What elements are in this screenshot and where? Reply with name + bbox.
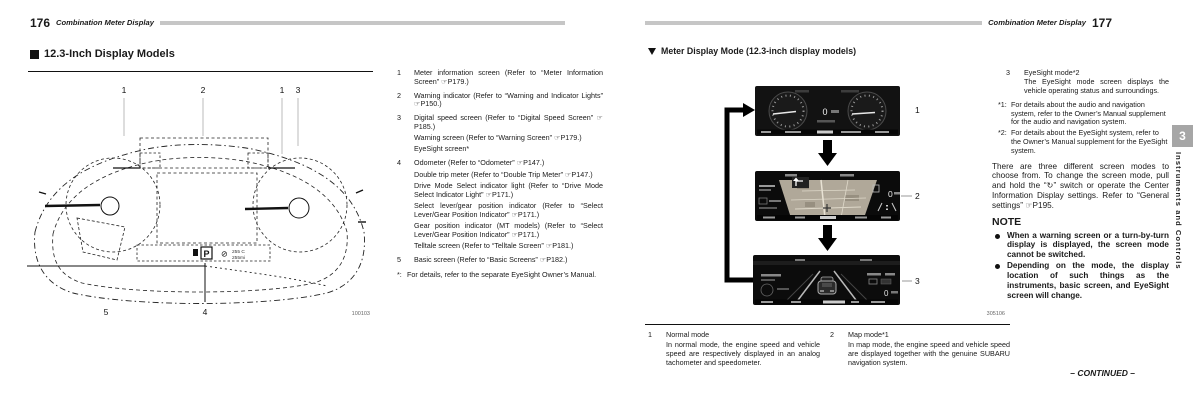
- caption-text: In map mode, the engine speed and vehicle speed are displayed together with the genuine SUBARU navigation system.: [848, 340, 1010, 367]
- map-block: [805, 202, 815, 207]
- figure-code: 100103: [351, 311, 370, 317]
- screen-detail: [759, 189, 771, 191]
- screen-detail: [860, 259, 872, 261]
- meter-cluster-diagram: [25, 74, 375, 328]
- screen-detail: [840, 174, 854, 177]
- list-item: [397, 256, 603, 267]
- speed-unit: [831, 110, 839, 113]
- tachometer: [769, 92, 807, 130]
- bezel-line-dashed: [205, 266, 327, 286]
- footnote-text: For details about the EyeSight system, refer to the Owner’s Manual supplement for the EyeSight system.: [1011, 128, 1168, 155]
- square-marker-icon: [30, 50, 39, 59]
- screen-detail: [817, 131, 833, 134]
- screen-detail: [881, 217, 891, 219]
- list-item-text: The EyeSight mode screen displays the vehicle operating status and surroundings.: [1024, 76, 1169, 95]
- note-heading: NOTE: [992, 215, 1022, 228]
- figure-code: 305106: [986, 311, 1005, 317]
- note-bullet: [992, 261, 1169, 300]
- screen-detail: [759, 185, 775, 187]
- list-item: [397, 92, 603, 112]
- note-bullet: [992, 231, 1169, 261]
- down-arrow-icon: [818, 225, 837, 251]
- callout-number: 2: [915, 191, 920, 201]
- screen-detail: [820, 216, 836, 219]
- list-item-number: 5: [397, 254, 401, 264]
- screen-detail: [785, 174, 797, 177]
- readout-bottom: 255mi: [232, 256, 246, 261]
- list-item-text: Odometer (Refer to “Odometer” ☞P147.): [414, 158, 545, 168]
- header-bar: [645, 21, 982, 26]
- footnote-label: *1:: [998, 99, 1007, 109]
- left-page-number: 176: [30, 16, 51, 30]
- caption-number: 2: [830, 330, 834, 339]
- caption-number: 1: [648, 330, 652, 339]
- screen-detail: [841, 90, 859, 93]
- right-needle: [245, 208, 288, 209]
- screen-detail: [875, 131, 889, 133]
- list-item: [992, 69, 1169, 98]
- right-page-number: 177: [1091, 16, 1112, 30]
- car-light: [820, 290, 824, 292]
- list-item-text: Basic screen (Refer to “Basic Screens” ☞P182.): [414, 254, 568, 264]
- list-item-text: Drive Mode Select indicator light (Refer to “Drive Mode Select Indicator Light” ☞P171.): [414, 180, 603, 199]
- down-arrow-icon: [818, 140, 837, 166]
- footnote-text: For details, refer to the separate EyeSight Owner’s Manual.: [407, 270, 597, 280]
- gauge-symbol-icon: ⊘: [221, 249, 228, 259]
- list-item-text: Telltale screen (Refer to “Telltale Screen” ☞P181.): [414, 241, 574, 250]
- normal-mode-screen: [755, 86, 900, 136]
- callout-number: 1: [279, 85, 285, 95]
- lane-dash: [886, 209, 888, 211]
- caption-text: In normal mode, the engine speed and vehicle speed are respectively displayed in an analog tachometer and speedometer.: [666, 340, 820, 367]
- list-item: [397, 159, 603, 253]
- list-item: [397, 69, 603, 89]
- screen-detail: [817, 120, 835, 123]
- caption-title: Map mode*1: [848, 330, 889, 339]
- continued-label: – CONTINUED –: [1070, 368, 1135, 378]
- note-bullet-text: When a warning screen or a turn-by-turn display is displayed, the screen mode cannot be switched.: [1007, 230, 1169, 260]
- body-paragraph: There are three different screen modes to choose from. To change the screen mode, pull and hold the “↻” switch or operate the Center Information Display settings. Refer to “General settings” ☞P195.: [992, 161, 1169, 210]
- speed-unit: [891, 291, 898, 294]
- chapter-tab-number: 3: [1172, 125, 1193, 147]
- lane-dash: [886, 205, 888, 207]
- footnote-label: *2:: [998, 128, 1007, 138]
- readout-top: 255 C: [232, 250, 245, 255]
- loop-arrow-line: [727, 110, 753, 280]
- screen-detail: [777, 288, 789, 290]
- callout-number: 1: [915, 105, 920, 115]
- figure-bottom-rule: [645, 324, 1010, 325]
- screen-detail: [823, 301, 845, 304]
- display-mode-flow-diagram: [645, 78, 1015, 330]
- left-page-header: [30, 17, 565, 29]
- indicator-dot-icon: [193, 249, 198, 256]
- gauge-tick: [39, 192, 46, 194]
- digital-speed-value: 0: [884, 289, 889, 298]
- screen-detail: [871, 301, 885, 303]
- callout-number: 1: [121, 85, 127, 95]
- footnote-text: For details about the audio and navigation system, refer to the Owner’s Manual supplement for the audio and navigation system.: [1011, 99, 1166, 127]
- list-item-text: Warning screen (Refer to “Warning Screen” ☞P179.): [414, 133, 582, 143]
- right-page-header: [645, 17, 1112, 29]
- right-section-title: Meter Display Mode (12.3-inch display models): [661, 46, 857, 56]
- list-item-text: Warning indicator (Refer to “Warning and Indicator Lights” ☞P150.): [414, 90, 603, 109]
- screen-detail: [795, 90, 809, 93]
- eyesight-mode-screen: [753, 255, 900, 305]
- figure-top-rule: [28, 71, 373, 72]
- screen-detail: [855, 217, 867, 219]
- chapter-tab-label: Instruments and Controls: [1174, 152, 1183, 270]
- left-reference-list: [397, 69, 603, 280]
- callout-number: 3: [915, 276, 920, 286]
- right-text-column: [992, 69, 1169, 301]
- footnote-2: [998, 129, 1169, 155]
- list-item-number: 1: [397, 68, 401, 77]
- triangle-marker-icon: [648, 48, 656, 55]
- digital-speed-value: 0: [888, 189, 893, 199]
- screen-detail: [785, 131, 801, 133]
- list-item-number: 3: [1006, 68, 1010, 77]
- list-item-text: Digital speed screen (Refer to “Digital Speed Screen” ☞P185.): [414, 113, 603, 131]
- list-item: [397, 114, 603, 157]
- footnote: [397, 271, 603, 280]
- screen-detail: [881, 279, 891, 284]
- callout-number: 4: [202, 307, 208, 317]
- car-window: [822, 283, 832, 287]
- screen-detail: [761, 301, 773, 303]
- digital-speed-value: 0: [822, 107, 828, 117]
- list-item-number: 4: [397, 158, 401, 168]
- right-running-title: Combination Meter Display: [988, 18, 1086, 28]
- screen-detail: [795, 217, 805, 219]
- speedometer: [848, 92, 886, 130]
- screen-detail: [795, 259, 805, 261]
- left-section-title: 12.3-Inch Display Models: [44, 48, 175, 60]
- fuel-gauge-outline: [77, 218, 125, 260]
- left-needle: [45, 205, 100, 206]
- right-section-heading: [648, 46, 856, 56]
- screen-detail: [841, 131, 861, 133]
- list-item-text: Double trip meter (Refer to “Double Trip Meter” ☞P147.): [414, 169, 593, 179]
- list-item-text: EyeSight screen*: [414, 144, 470, 154]
- speed-unit: [894, 192, 900, 195]
- screen-detail: [761, 274, 781, 277]
- digital-speed-area: [157, 173, 257, 243]
- turn-arrow-box: [792, 177, 809, 188]
- left-section-heading: [30, 48, 175, 60]
- horizon: [753, 261, 900, 265]
- loop-arrowhead-icon: [743, 103, 755, 117]
- car-light: [830, 290, 834, 292]
- right-needle-hub: [289, 198, 309, 218]
- parking-indicator-icon: P: [203, 249, 210, 259]
- screen-detail: [867, 273, 881, 276]
- left-needle-hub: [101, 197, 119, 215]
- note-bullet-text: Depending on the mode, the display location of such things as the instruments, basic screen, and EyeSight screen will change.: [1007, 261, 1169, 300]
- list-item-number: 3: [397, 113, 401, 123]
- screen-detail: [763, 217, 775, 219]
- footnote-1: [998, 101, 1169, 127]
- screen-detail: [791, 301, 801, 303]
- car-icon: [818, 281, 836, 294]
- left-running-title: Combination Meter Display: [56, 18, 154, 28]
- screen-detail: [885, 273, 895, 276]
- header-bar: [160, 21, 565, 26]
- list-item-text: Gear position indicator (MT models) (Refer to “Select Lever/Gear Position Indicator” ☞P171.): [414, 220, 603, 239]
- bullet-icon: [995, 264, 1000, 269]
- map-mode-screen: [755, 171, 900, 221]
- screen-detail: [761, 279, 775, 281]
- gauge-tick: [356, 190, 363, 193]
- list-item-number: 2: [397, 90, 401, 100]
- callout-number: 5: [103, 307, 109, 317]
- callout-number: 2: [200, 85, 206, 95]
- indicator-box-right: [248, 153, 268, 168]
- footnote-label: *:: [397, 270, 402, 280]
- list-item-text: Select lever/gear position indicator (Refer to “Select Lever/Gear Position Indicator” ☞P171.): [414, 200, 603, 219]
- caption-normal-mode: [648, 330, 820, 367]
- callout-number: 3: [295, 85, 301, 95]
- list-item-title: EyeSight mode*2: [1024, 68, 1080, 77]
- screen-detail: [769, 200, 781, 202]
- screen-detail: [761, 131, 771, 133]
- caption-map-mode: [830, 330, 1010, 367]
- bullet-icon: [995, 234, 1000, 239]
- list-item-text: Meter information screen (Refer to “Meter Information Screen” ☞P179.): [414, 68, 603, 86]
- cluster-inner-outline: [53, 158, 348, 293]
- caption-title: Normal mode: [666, 330, 710, 339]
- screen-detail: [851, 301, 859, 303]
- screen-detail: [759, 207, 777, 209]
